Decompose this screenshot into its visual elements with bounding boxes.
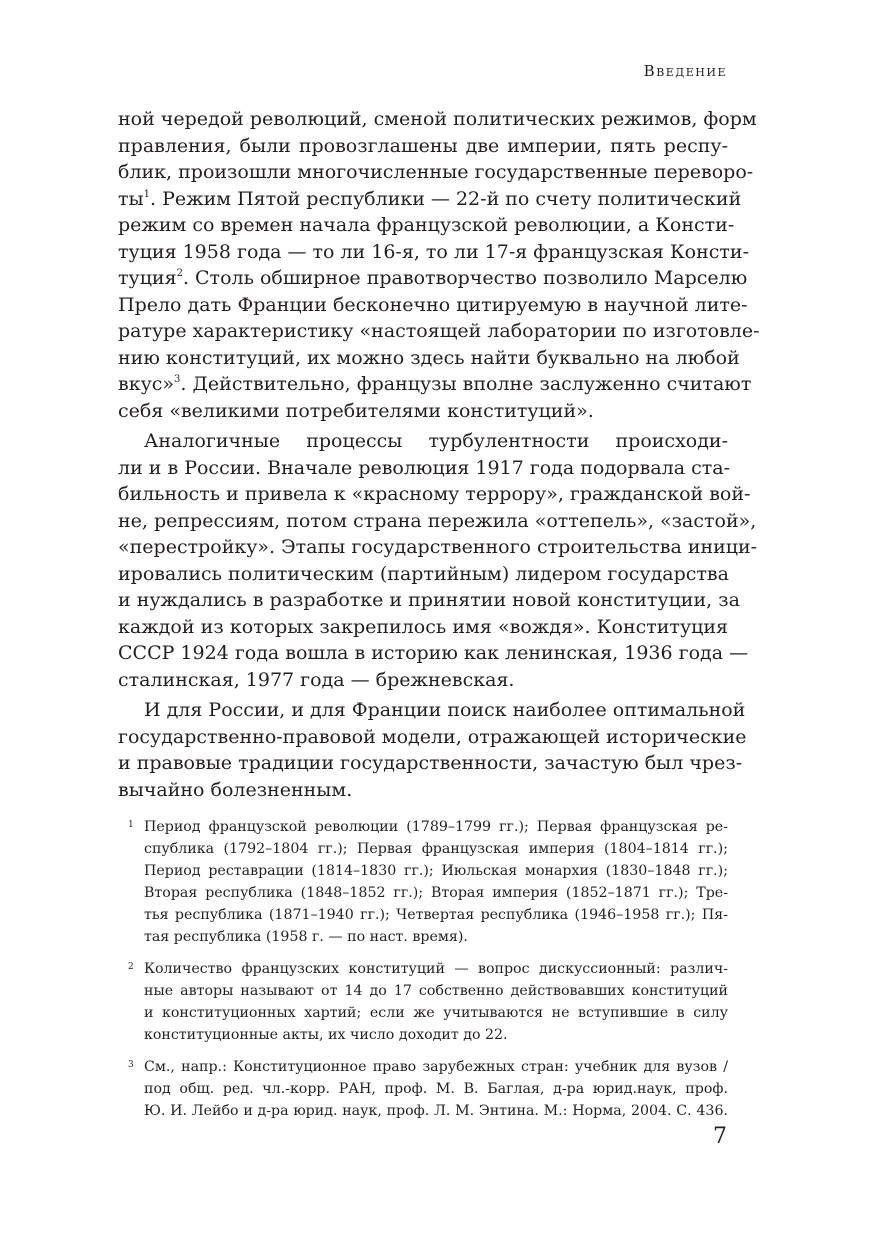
text-line: не, репрессиям, потом страна пережила «оттепель», «застой», — [118, 509, 757, 532]
text-line: сталинская, 1977 года — брежневская. — [118, 668, 515, 691]
text-line: «перестройку». Этапы государственного строительства иници- — [118, 536, 758, 558]
running-head: Введение — [643, 62, 727, 80]
footnotes — [118, 816, 728, 1132]
footnote-line: Ю. И. Лейбо и д-ра юрид. наук, проф. Л. М. Энтина. М.: Норма, 2004. С. 436. — [144, 1103, 728, 1119]
line-fragment: ты — [118, 187, 144, 210]
footnote-line: Вторая республика (1848–1852 гг.); Вторая империя (1852–1871 гг.); Тре- — [144, 885, 728, 901]
footnote-number: 3 — [128, 1060, 134, 1070]
page-number: 7 — [713, 1124, 727, 1149]
line-fragment: . Режим Пятой республики — 22-й по счету политический — [150, 187, 742, 210]
text-line: И для России, и для Франции поиск наиболее оптимальной — [144, 699, 746, 721]
footnote-number: 1 — [128, 820, 134, 830]
text-line: ли и в России. Вначале революция 1917 года подорвала ста- — [118, 456, 730, 479]
text-line: и правовые традиции государственности, зачастую был чрез- — [118, 752, 743, 774]
text-line: блик, произошли многочисленные государственные переворо- — [118, 161, 754, 183]
footnote-line: Количество французских конституций — вопрос дискуссионный: различ- — [144, 961, 728, 977]
line-fragment: вкус» — [118, 373, 175, 395]
text-line: себя «великими потребителями конституций». — [118, 399, 594, 422]
footnote-ref[interactable]: 3 — [174, 374, 181, 385]
text-line: ратуре характеристику «настоящей лаборатории по изготовле- — [118, 320, 760, 342]
text-line: ировались политическим (партийным) лидером государства — [118, 562, 729, 585]
text-line: правления, были провозглашены две империи, пять респу- — [118, 134, 728, 157]
footnote-line: Период французской революции (1789–1799 гг.); Первая французская ре- — [144, 819, 728, 835]
footnote-line: под общ. ред. чл.-корр. РАН, проф. М. В. Баглая, д-ра юрид.наук, проф. — [144, 1081, 728, 1097]
footnote — [118, 816, 728, 948]
footnote-line: тая республика (1958 г. — по наст. время). — [144, 929, 468, 945]
text-line — [118, 265, 748, 292]
text-line: туция 1958 года — то ли 16-я, то ли 17-я французская Консти- — [118, 240, 749, 263]
footnote — [118, 958, 728, 1046]
text-line: бильность и привела к «красному террору», гражданской вой- — [118, 483, 751, 505]
footnote-ref[interactable]: 2 — [176, 268, 183, 279]
text-line: Аналогичные процессы турбулентности происходи- — [144, 430, 728, 452]
footnote-line: тья республика (1871–1940 гг.); Четвертая республика (1946–1958 гг.); Пя- — [144, 907, 728, 923]
text-line — [118, 186, 742, 213]
line-fragment: . Столь обширное правотворчество позволило Марселю — [182, 267, 748, 289]
text-line: вычайно болезненным. — [118, 778, 353, 801]
line-fragment: . Действительно, французы вполне заслуженно считают — [180, 373, 752, 395]
text-line: нию конституций, их можно здесь найти буквально на любой — [118, 346, 740, 369]
paragraph — [118, 428, 758, 693]
text-line: каждой из которых закрепилось имя «вождя». Конституция — [118, 615, 728, 638]
main-text — [118, 106, 760, 803]
footnote-line: и конституционных хартий; если же учитываются не вступившие в силу — [144, 1005, 728, 1021]
paragraph — [118, 697, 747, 803]
footnote-line: См., напр.: Конституционное право зарубежных стран: учебник для вузов / — [144, 1059, 728, 1075]
text-line: ной чередой революций, сменой политических режимов, форм — [118, 108, 757, 130]
text-line: и нуждались в разработке и принятии новой конституции, за — [118, 589, 740, 611]
line-fragment: туция — [118, 267, 177, 289]
text-line — [118, 371, 752, 398]
text-line: режим со времен начала французской революции, а Консти- — [118, 214, 735, 236]
text-line: государственно-правовой модели, отражающей исторические — [118, 725, 747, 748]
footnote-line: Период реставрации (1814–1830 гг.); Июльская монархия (1830–1848 гг.); — [144, 863, 728, 879]
footnote-ref[interactable]: 1 — [143, 188, 151, 200]
footnote-line: ные авторы называют от 14 до 17 собственно действовавших конституций — [144, 983, 728, 999]
footnote-line: спублика (1792–1804 гг.); Первая французская империя (1804–1814 гг.); — [144, 841, 728, 857]
paragraph — [118, 106, 760, 424]
footnote — [118, 1056, 728, 1122]
footnote-number: 2 — [128, 962, 134, 972]
text-line: Прело дать Франции бесконечно цитируемую в научной лите- — [118, 293, 748, 316]
footnote-line: конституционные акты, их число доходит до 22. — [144, 1027, 508, 1043]
text-line: СССР 1924 года вошла в историю как ленинская, 1936 года — — [118, 642, 749, 664]
